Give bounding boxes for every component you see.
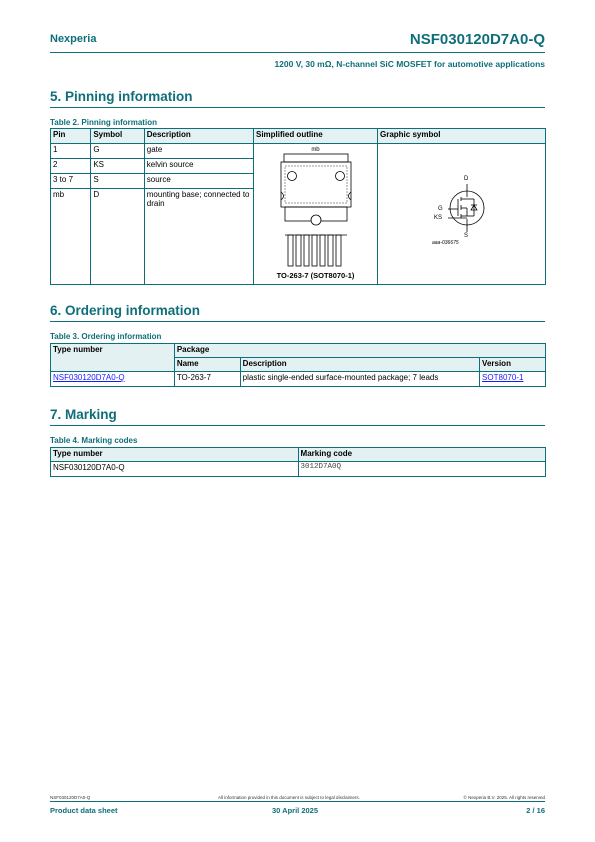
symbol-label-g: G bbox=[437, 206, 443, 212]
cell-description: mounting base; connected to drain bbox=[144, 189, 253, 285]
col-header-graphic-symbol: Graphic symbol bbox=[377, 129, 545, 144]
section-divider bbox=[50, 321, 545, 322]
outline-mb-label: mb bbox=[311, 147, 320, 153]
cell-symbol: D bbox=[91, 189, 144, 285]
cell-symbol: KS bbox=[91, 159, 144, 174]
symbol-label-d: D bbox=[463, 176, 469, 182]
cell-pin: 2 bbox=[51, 159, 91, 174]
section-divider bbox=[50, 425, 545, 426]
col-header-type-number: Type number bbox=[51, 344, 175, 372]
section-title-ordering: 6. Ordering information bbox=[50, 303, 201, 318]
footer-page-number: 2 / 16 bbox=[526, 806, 545, 815]
product-subtitle: 1200 V, 30 mΩ, N-channel SiC MOSFET for automotive applications bbox=[274, 59, 545, 69]
outline-cell bbox=[253, 144, 377, 285]
col-header-description: Description bbox=[144, 129, 253, 144]
cell-name: TO-263-7 bbox=[174, 372, 240, 387]
table-row bbox=[51, 462, 546, 477]
cell-pin: 3 to 7 bbox=[51, 174, 91, 189]
footer-doc-type: Product data sheet bbox=[50, 806, 118, 815]
footer-copyright: © Nexperia B.V. 2025. All rights reserved bbox=[463, 795, 545, 800]
col-header-name: Name bbox=[174, 358, 240, 372]
type-number-link[interactable]: NSF030120D7A0-Q bbox=[53, 373, 125, 382]
version-link[interactable]: SOT8070-1 bbox=[482, 373, 524, 382]
col-header-pin: Pin bbox=[51, 129, 91, 144]
col-header-outline: Simplified outline bbox=[253, 129, 377, 144]
col-header-symbol: Symbol bbox=[91, 129, 144, 144]
table-row bbox=[51, 144, 546, 159]
section-title-marking: 7. Marking bbox=[50, 407, 117, 422]
footer-doc-id: NSF030120D7A0-Q bbox=[50, 795, 91, 800]
table-caption-ordering: Table 3. Ordering information bbox=[50, 332, 162, 341]
symbol-label-s: S bbox=[463, 233, 468, 239]
marking-table bbox=[50, 447, 546, 477]
cell-description: kelvin source bbox=[144, 159, 253, 174]
cell-description: source bbox=[144, 174, 253, 189]
symbol-drawing-code: aaa-036675 bbox=[431, 240, 459, 246]
package-outline-drawing bbox=[254, 144, 377, 284]
section-divider bbox=[50, 107, 545, 108]
mosfet-symbol-drawing bbox=[378, 144, 545, 284]
cell-marking-code: 3012D7A0Q bbox=[298, 462, 545, 477]
cell-description: gate bbox=[144, 144, 253, 159]
symbol-label-ks: KS bbox=[433, 215, 442, 221]
product-title: NSF030120D7A0-Q bbox=[409, 31, 545, 48]
col-header-package: Package bbox=[174, 344, 545, 358]
col-header-description: Description bbox=[240, 358, 479, 372]
table-row bbox=[51, 372, 546, 387]
table-caption-marking: Table 4. Marking codes bbox=[50, 436, 138, 445]
pinning-table bbox=[50, 128, 546, 285]
footer-date: 30 April 2025 bbox=[272, 806, 318, 815]
cell-symbol: S bbox=[91, 174, 144, 189]
cell-version bbox=[480, 372, 546, 387]
cell-pin: 1 bbox=[51, 144, 91, 159]
brand-name: Nexperia bbox=[50, 33, 97, 45]
graphic-symbol-cell bbox=[377, 144, 545, 285]
table-caption-pinning: Table 2. Pinning information bbox=[50, 118, 157, 127]
section-title-pinning: 5. Pinning information bbox=[50, 89, 193, 104]
ordering-table bbox=[50, 343, 546, 387]
footer-disclaimer: All information provided in this document is subject to legal disclaimers. bbox=[218, 795, 360, 800]
outline-package-label: TO-263-7 (SOT8070-1) bbox=[276, 271, 355, 280]
col-header-version: Version bbox=[480, 358, 546, 372]
cell-description: plastic single-ended surface-mounted package; 7 leads bbox=[240, 372, 479, 387]
header-divider bbox=[50, 52, 545, 53]
cell-type-number: NSF030120D7A0-Q bbox=[51, 462, 299, 477]
footer-divider bbox=[50, 801, 545, 802]
cell-pin: mb bbox=[51, 189, 91, 285]
col-header-type-number: Type number bbox=[51, 448, 299, 462]
cell-type-number bbox=[51, 372, 175, 387]
col-header-marking-code: Marking code bbox=[298, 448, 545, 462]
cell-symbol: G bbox=[91, 144, 144, 159]
